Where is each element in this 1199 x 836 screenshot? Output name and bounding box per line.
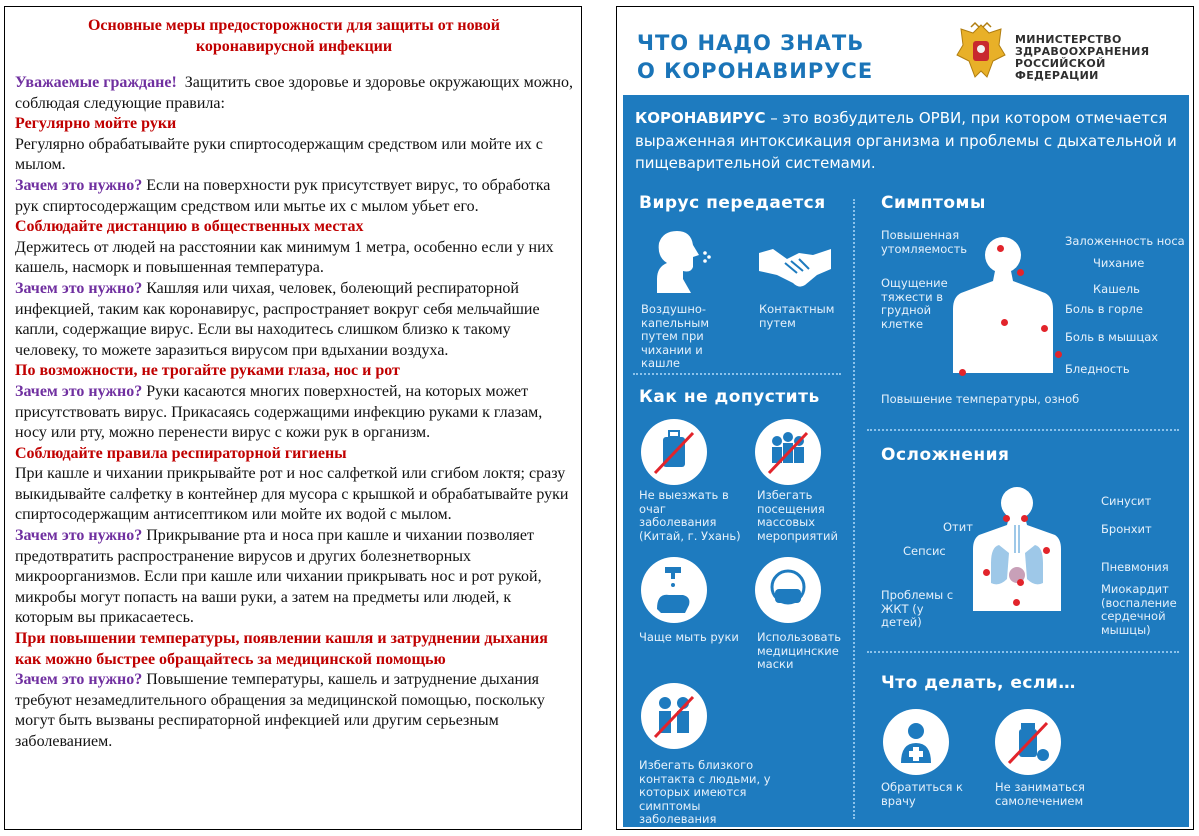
prevention-handwashing-caption: Чаще мыть руки bbox=[639, 630, 739, 644]
section-heading: Регулярно мойте руки bbox=[15, 115, 177, 133]
greeting-text: Защитить свое здоровье и здоровье окружающих можно, соблюдая следующие правила: bbox=[15, 74, 573, 112]
symptom-marker bbox=[997, 245, 1004, 252]
why-text: Кашляя или чихая, человек, болеющий респираторной инфекцией, таким как коронавирус, распространяет вокруг себя мельчайшие капли, содержащие вирус. Если вы находитесь слишком близко к такому человеку, то можете заразиться вирусом при вдыхании воздуха. bbox=[15, 279, 540, 359]
what-to-do-heading: Что делать, если… bbox=[881, 673, 1076, 693]
why-text: Если на поверхности рук присутствует вирус, то обработка рук спиртосодержащим средством или мытье их с мылом убьет его. bbox=[15, 176, 551, 215]
horizontal-divider bbox=[867, 429, 1179, 431]
no-contact-icon bbox=[641, 683, 707, 749]
prevention-no-contact-caption: Избегать близкого контакта с людьми, у которых имеются симптомы заболевания bbox=[639, 758, 771, 826]
section-body: При кашле и чихании прикрывайте рот и нос салфеткой или сгибом локтя; сразу выкидывайте салфетку в контейнер для мусора с крышкой и обрабатывайте руки спиртосодержащим антисептиком или мойте их водой с мылом. bbox=[15, 465, 569, 524]
section-heading: При повышении температуры, появлении кашля и затруднении дыхания как можно быстрее обращайтесь за медицинской помощью bbox=[15, 630, 548, 668]
complication-sepsis: Сепсис bbox=[903, 544, 946, 558]
symptom-cough: Кашель bbox=[1093, 282, 1140, 296]
ministry-name-line: МИНИСТЕРСТВО bbox=[1015, 33, 1122, 46]
horizontal-divider bbox=[867, 651, 1179, 653]
action-see-doctor-caption: Обратиться к врачу bbox=[881, 780, 963, 808]
symptom-marker bbox=[1055, 351, 1062, 358]
prevention-heading: Как не допустить bbox=[639, 387, 820, 407]
greeting-paragraph bbox=[15, 73, 573, 114]
why-keyword: Зачем это нужно? bbox=[15, 527, 143, 545]
symptom-sneezing: Чихание bbox=[1093, 256, 1145, 270]
ministry-logo bbox=[951, 21, 1191, 83]
medical-mask-icon bbox=[755, 557, 821, 623]
complication-myocarditis: Миокардит (воспаление сердечной мышцы) bbox=[1101, 582, 1177, 637]
transmission-contact-caption: Контактным путем bbox=[759, 302, 835, 330]
complication-pneumonia: Пневмония bbox=[1101, 560, 1169, 574]
symptom-muscle-pain: Боль в мышцах bbox=[1065, 330, 1159, 344]
document-title bbox=[15, 15, 573, 57]
complication-gi: Проблемы с ЖКТ (у детей) bbox=[881, 588, 954, 629]
handwashing-icon bbox=[641, 557, 707, 623]
intro-definition: – это возбудитель ОРВИ, при котором отмечается выраженная интоксикация организма и проблемы с дыхательной и пищеварительной системами. bbox=[635, 109, 1177, 172]
complication-marker bbox=[983, 569, 990, 576]
complications-heading: Осложнения bbox=[881, 445, 1010, 465]
no-travel-icon bbox=[641, 419, 707, 485]
intro-text bbox=[635, 107, 1185, 175]
complication-bronchitis: Бронхит bbox=[1101, 522, 1152, 536]
symptom-fever: Повышение температуры, озноб bbox=[881, 392, 1080, 406]
symptom-pallor: Бледность bbox=[1065, 362, 1130, 376]
ministry-name bbox=[1015, 34, 1191, 82]
transmission-airborne-caption: Воздушно-капельным путем при чихании и кашле bbox=[641, 302, 709, 370]
horizontal-divider bbox=[633, 373, 841, 375]
complication-marker bbox=[1017, 579, 1024, 586]
section-why bbox=[15, 526, 573, 629]
why-keyword: Зачем это нужно? bbox=[15, 382, 143, 400]
symptom-chest-heaviness: Ощущение тяжести в грудной клетке bbox=[881, 276, 948, 331]
action-no-self-medication-caption: Не заниматься самолечением bbox=[995, 780, 1085, 808]
why-text: Прикрывание рта и носа при кашле и чихании позволяет предотвратить распространение вирусов и других болезнетворных микроорганизмов. Если при кашле или чихании прикрывать нос и рот рукой, микробы могут попасть на ваши руки, а затем на предметы или людей, к которым вы прикасаетесь. bbox=[15, 527, 542, 627]
section-heading: По возможности, не трогайте руками глаза, нос и рот bbox=[15, 362, 400, 380]
transmission-heading: Вирус передается bbox=[639, 193, 826, 213]
sneezing-person-icon bbox=[645, 227, 715, 297]
complication-sinusitis: Синусит bbox=[1101, 494, 1152, 508]
organs-silhouette-icon bbox=[957, 483, 1077, 613]
complication-marker bbox=[1003, 515, 1010, 522]
complication-marker bbox=[1043, 547, 1050, 554]
section-heading: Соблюдайте дистанцию в общественных местах bbox=[15, 218, 364, 236]
why-text: Руки касаются многих поверхностей, на которых может присутствовать вирус. Прикасаясь содержащими инфекцию руками к глазам, носу или рту, можно перенести вирус с кожи рук в организм. bbox=[15, 382, 543, 442]
section-body: Регулярно обрабатывайте руки спиртосодержащим средством или мойте их с мылом. bbox=[15, 135, 543, 174]
complication-marker bbox=[1013, 599, 1020, 606]
ministry-name-line: РОССИЙСКОЙ ФЕДЕРАЦИИ bbox=[1015, 57, 1106, 82]
section-heading: Соблюдайте правила респираторной гигиены bbox=[15, 444, 347, 462]
title-line-1: Основные меры предосторожности для защиты от новой bbox=[87, 17, 500, 34]
symptom-marker bbox=[1017, 269, 1024, 276]
symptom-sore-throat: Боль в горле bbox=[1065, 302, 1143, 316]
prevention-no-travel-caption: Не выезжать в очаг заболевания (Китай, г. Ухань) bbox=[639, 488, 741, 543]
complication-marker bbox=[1021, 515, 1028, 522]
infographic-body bbox=[623, 95, 1189, 827]
title-line-2: коронавирусной инфекции bbox=[195, 38, 393, 55]
symptom-marker bbox=[959, 369, 966, 376]
section-why bbox=[15, 382, 573, 444]
safety-rules-document bbox=[4, 6, 582, 830]
complication-otitis: Отит bbox=[943, 520, 973, 534]
infographic-title-line-1: ЧТО НАДО ЗНАТЬ bbox=[637, 31, 865, 55]
ministry-name-line: ЗДРАВООХРАНЕНИЯ bbox=[1015, 45, 1150, 58]
infographic-title-line-2: О КОРОНАВИРУСЕ bbox=[637, 59, 874, 83]
section-why bbox=[15, 279, 573, 361]
prevention-no-crowds-caption: Избегать посещения массовых мероприятий bbox=[757, 488, 838, 543]
coat-of-arms-icon bbox=[953, 21, 1009, 83]
why-keyword: Зачем это нужно? bbox=[15, 279, 143, 297]
section-why bbox=[15, 176, 573, 217]
symptoms-heading: Симптомы bbox=[881, 193, 986, 213]
coronavirus-infographic bbox=[616, 6, 1194, 830]
symptom-marker bbox=[1001, 319, 1008, 326]
section-body: Держитесь от людей на расстоянии как минимум 1 метра, особенно если у них кашель, насморк и повышенная температура. bbox=[15, 238, 554, 277]
intro-keyword: КОРОНАВИРУС bbox=[635, 109, 766, 127]
why-keyword: Зачем это нужно? bbox=[15, 671, 143, 689]
no-self-medication-icon bbox=[995, 709, 1061, 775]
symptom-fatigue: Повышенная утомляемость bbox=[881, 228, 968, 256]
handshake-icon bbox=[755, 241, 835, 291]
prevention-mask-caption: Использовать медицинские маски bbox=[757, 630, 842, 671]
infographic-header bbox=[617, 7, 1193, 95]
why-keyword: Зачем это нужно? bbox=[15, 176, 143, 194]
why-text: Повышение температуры, кашель и затруднение дыхания требуют незамедлительного обращения за медицинской помощью, поскольку могут быть вызваны респираторной инфекцией или другим серьезным заболеванием. bbox=[15, 671, 545, 750]
vertical-divider bbox=[853, 199, 855, 819]
symptom-nasal-congestion: Заложенность носа bbox=[1065, 234, 1185, 248]
infographic-title bbox=[637, 29, 873, 85]
symptom-marker bbox=[1041, 325, 1048, 332]
doctor-icon bbox=[883, 709, 949, 775]
section-why bbox=[15, 670, 573, 752]
no-crowds-icon bbox=[755, 419, 821, 485]
greeting-keyword: Уважаемые граждане! bbox=[15, 74, 177, 91]
